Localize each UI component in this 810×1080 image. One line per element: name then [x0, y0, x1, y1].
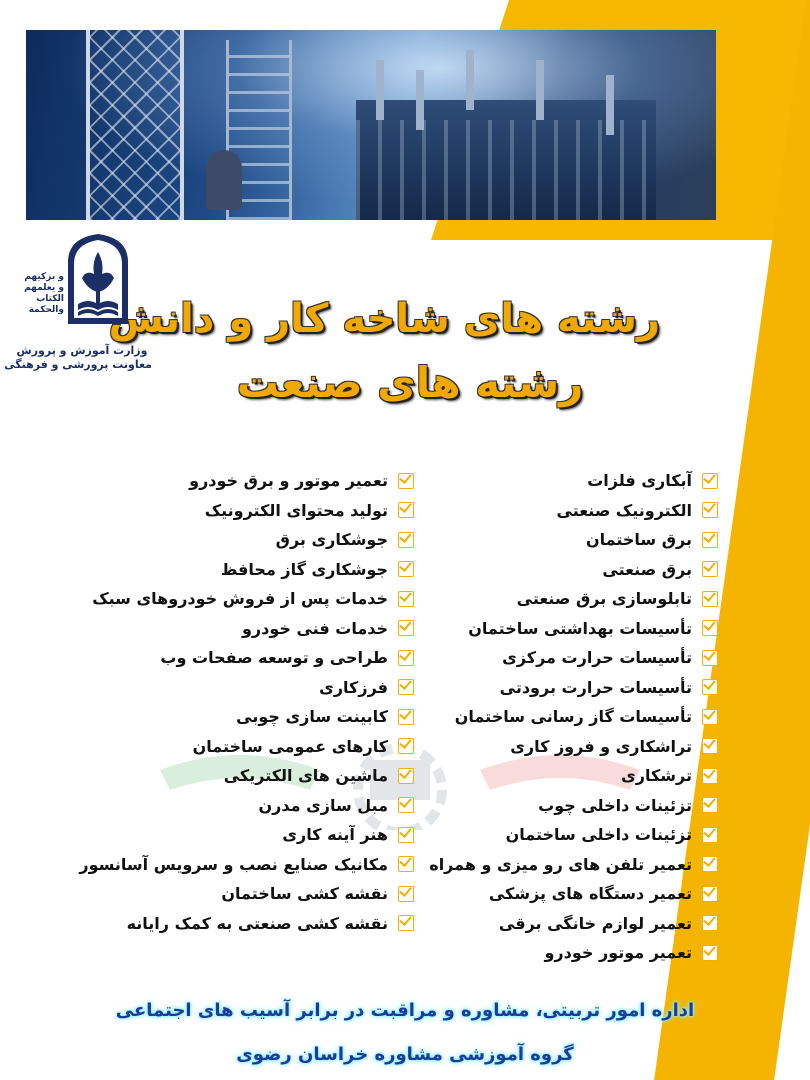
- list-item-label: تزئینات داخلی ساختمان: [505, 825, 692, 845]
- checkbox-checked-icon: [702, 650, 718, 666]
- list-item: [388, 879, 718, 909]
- list-item: [388, 555, 718, 585]
- logo-motto: و بزکیهم و یعلمهم الکتاب والحکمة: [24, 272, 64, 315]
- checkbox-checked-icon: [398, 502, 414, 518]
- list-item: [74, 702, 414, 732]
- list-item-label: کارهای عمومی ساختمان: [192, 736, 388, 756]
- list-item-label: برق ساختمان: [585, 530, 692, 550]
- list-item: [74, 909, 414, 939]
- list-item: [388, 732, 718, 762]
- checkbox-checked-icon: [702, 532, 718, 548]
- industry-fields-list-right: [388, 466, 718, 968]
- list-item-label: نقشه کشی صنعتی به کمک رایانه: [126, 913, 388, 933]
- checkbox-checked-icon: [398, 856, 414, 872]
- list-item: [388, 850, 718, 880]
- checkbox-checked-icon: [398, 738, 414, 754]
- worker-figure: [206, 150, 242, 210]
- checkbox-checked-icon: [398, 709, 414, 725]
- page-subtitle: رشته های صنعت: [236, 358, 584, 407]
- checkbox-checked-icon: [398, 561, 414, 577]
- list-item: [74, 791, 414, 821]
- checkbox-checked-icon: [702, 856, 718, 872]
- checkbox-checked-icon: [702, 915, 718, 931]
- footer-department: اداره امور تربیتی، مشاوره و مراقبت در برابر آسیب های اجتماعی: [115, 1000, 695, 1021]
- list-item: [74, 879, 414, 909]
- list-item-label: تأسیسات حرارت برودتی: [499, 677, 692, 697]
- list-item: [388, 584, 718, 614]
- list-item-label: طراحی و توسعه صفحات وب: [160, 648, 388, 668]
- list-item: [388, 496, 718, 526]
- list-item: [388, 525, 718, 555]
- checkbox-checked-icon: [702, 797, 718, 813]
- list-item-label: الکترونیک صنعتی: [556, 500, 692, 520]
- checkbox-checked-icon: [702, 502, 718, 518]
- checkbox-checked-icon: [702, 768, 718, 784]
- list-item-label: هنر آینه کاری: [282, 825, 388, 845]
- list-item: [388, 702, 718, 732]
- checkbox-checked-icon: [702, 561, 718, 577]
- list-item: [388, 466, 718, 496]
- list-item: [388, 643, 718, 673]
- checkbox-checked-icon: [702, 679, 718, 695]
- checkbox-checked-icon: [702, 709, 718, 725]
- list-item-label: تعمیر دستگاه های پزشکی: [488, 884, 692, 904]
- list-item-label: تعمیر موتور و برق خودرو: [189, 471, 388, 491]
- list-item-label: فرزکاری: [319, 677, 388, 697]
- list-item: [388, 673, 718, 703]
- checkbox-checked-icon: [702, 886, 718, 902]
- checkbox-checked-icon: [398, 827, 414, 843]
- list-item-label: تأسیسات حرارت مرکزی: [502, 648, 692, 668]
- list-item: [74, 673, 414, 703]
- list-item-label: خدمات پس از فروش خودروهای سبک: [92, 589, 388, 609]
- list-item: [388, 761, 718, 791]
- page-title: رشته های شاخه کار و دانش: [108, 296, 660, 342]
- industrial-plant-graphic: [356, 100, 656, 220]
- checkbox-checked-icon: [398, 915, 414, 931]
- list-item-label: کابینت سازی چوبی: [236, 707, 388, 727]
- list-item: [388, 909, 718, 939]
- checkbox-checked-icon: [398, 473, 414, 489]
- checkbox-checked-icon: [398, 591, 414, 607]
- checkbox-checked-icon: [702, 473, 718, 489]
- list-item: [74, 555, 414, 585]
- list-item-label: تأسیسات گاز رسانی ساختمان: [454, 707, 692, 727]
- checkbox-checked-icon: [398, 679, 414, 695]
- list-item: [388, 820, 718, 850]
- list-item: [74, 761, 414, 791]
- list-item-label: برق صنعتی: [602, 559, 692, 579]
- list-item-label: خدمات فنی خودرو: [241, 618, 388, 638]
- list-item: [388, 791, 718, 821]
- list-item-label: آبکاری فلزات: [587, 471, 692, 491]
- list-item-label: ماشین های الکتریکی: [223, 766, 388, 786]
- list-item-label: جوشکاری برق: [275, 530, 388, 550]
- list-item: [74, 614, 414, 644]
- ministry-name: وزارت آموزش و پرورش معاونت پرورشی و فرهنگی: [4, 344, 152, 371]
- checkbox-checked-icon: [702, 620, 718, 636]
- list-item-label: مبل سازی مدرن: [258, 795, 388, 815]
- list-item: [388, 938, 718, 968]
- list-item-label: تعمیر موتور خودرو: [544, 943, 692, 963]
- list-item-label: تولید محتوای الکترونیک: [204, 500, 388, 520]
- list-item: [74, 732, 414, 762]
- checkbox-checked-icon: [702, 591, 718, 607]
- checkbox-checked-icon: [398, 797, 414, 813]
- checkbox-checked-icon: [398, 620, 414, 636]
- list-item: [74, 850, 414, 880]
- checkbox-checked-icon: [702, 738, 718, 754]
- list-item: [388, 614, 718, 644]
- list-item-label: جوشکاری گاز محافظ: [220, 559, 388, 579]
- list-item-label: نقشه کشی ساختمان: [221, 884, 388, 904]
- list-item: [74, 820, 414, 850]
- checkbox-checked-icon: [398, 886, 414, 902]
- list-item-label: ترشکاری: [621, 766, 692, 786]
- checkbox-checked-icon: [702, 945, 718, 961]
- checkbox-checked-icon: [398, 650, 414, 666]
- footer-group: گروه آموزشی مشاوره خراسان رضوی: [236, 1044, 574, 1065]
- checkbox-checked-icon: [702, 827, 718, 843]
- list-item-label: تراشکاری و فروز کاری: [510, 736, 692, 756]
- list-item-label: مکانیک صنایع نصب و سرویس آسانسور: [79, 854, 388, 874]
- list-item: [74, 496, 414, 526]
- list-item: [74, 525, 414, 555]
- industrial-photo-banner: [26, 30, 716, 220]
- list-item-label: تعمیر تلفن های رو میزی و همراه: [429, 854, 692, 874]
- list-item: [74, 466, 414, 496]
- list-item-label: تزئینات داخلی چوب: [538, 795, 692, 815]
- list-item-label: تعمیر لوازم خانگی برقی: [498, 913, 692, 933]
- checkbox-checked-icon: [398, 768, 414, 784]
- industry-fields-list-left: [74, 466, 414, 938]
- list-item: [74, 643, 414, 673]
- list-item: [74, 584, 414, 614]
- checkbox-checked-icon: [398, 532, 414, 548]
- list-item-label: تابلوسازی برق صنعتی: [516, 589, 692, 609]
- list-item-label: تأسیسات بهداشتی ساختمان: [468, 618, 692, 638]
- steel-tower-graphic: [86, 30, 184, 220]
